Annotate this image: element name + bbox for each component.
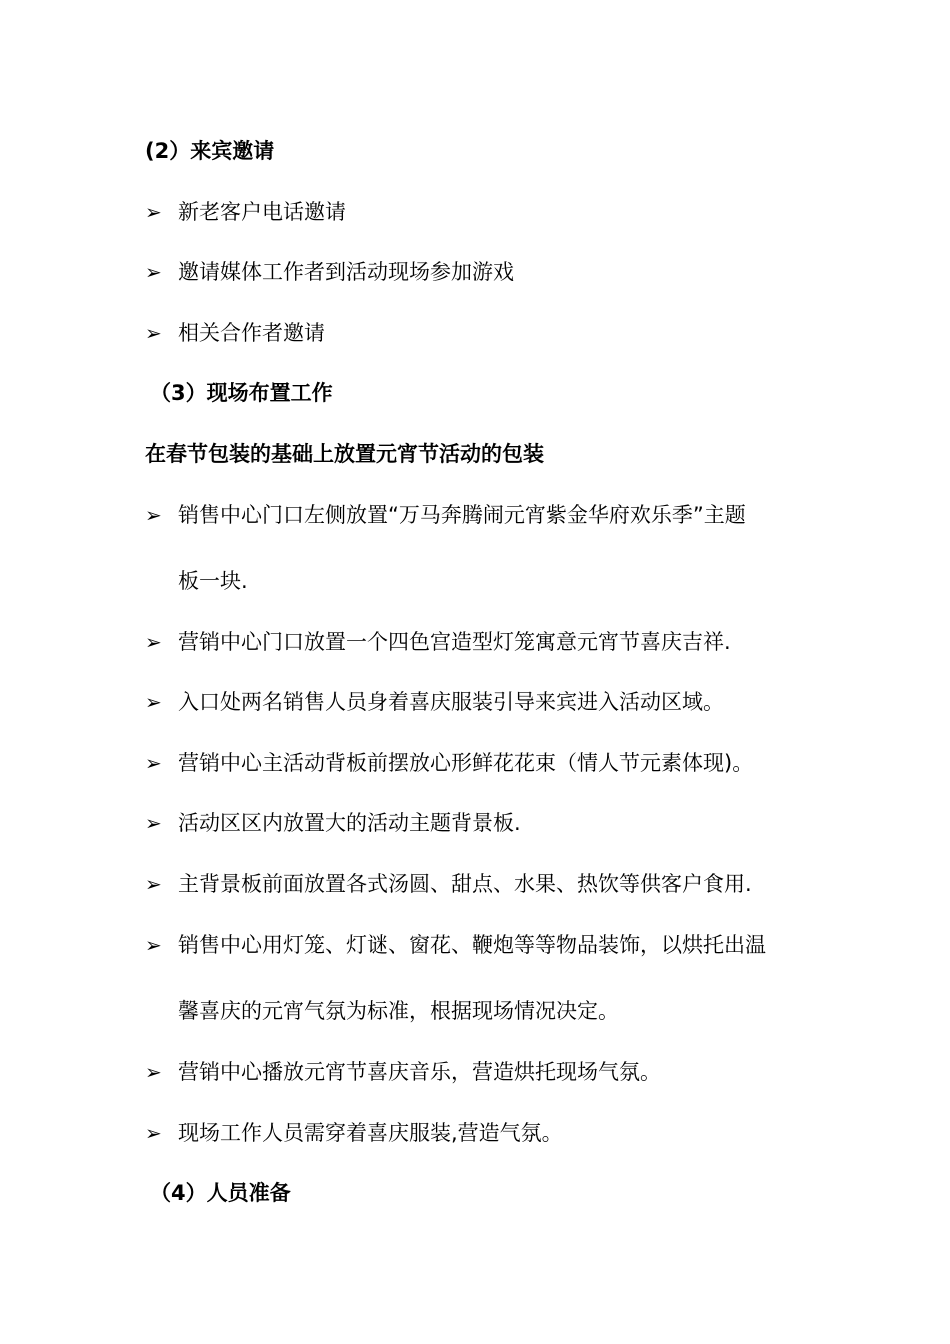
bullet-arrow-icon: ➢ — [145, 630, 162, 654]
list-item-text: 销售中心用灯笼、灯谜、窗花、鞭炮等等物品装饰，以烘托出温 — [178, 933, 766, 957]
bullet-arrow-icon: ➢ — [145, 933, 162, 957]
section-heading-site-setup: （3）现场布置工作 — [150, 381, 333, 405]
list-item-text: 活动区区内放置大的活动主题背景板. — [178, 811, 521, 835]
list-item-text: 现场工作人员需穿着喜庆服装,营造气氛。 — [178, 1121, 563, 1145]
bullet-arrow-icon: ➢ — [145, 872, 162, 896]
list-item-text: 主背景板前面放置各式汤圆、甜点、水果、热饮等供客户食用. — [178, 872, 752, 896]
list-item-text: 营销中心播放元宵节喜庆音乐，营造烘托现场气氛。 — [178, 1060, 661, 1084]
list-item-text: 入口处两名销售人员身着喜庆服装引导来宾进入活动区域。 — [178, 690, 724, 714]
bullet-arrow-icon: ➢ — [145, 1121, 162, 1145]
list-item-text: 营销中心主活动背板前摆放心形鲜花花束（情人节元素体现)。 — [178, 751, 754, 775]
list-item-text-continued: 板一块. — [178, 569, 248, 593]
list-item-text: 营销中心门口放置一个四色宫造型灯笼寓意元宵节喜庆吉祥. — [178, 630, 731, 654]
section-heading-guest-invite: (2）来宾邀请 — [145, 139, 275, 163]
list-item-text: 相关合作者邀请 — [178, 321, 325, 345]
bullet-arrow-icon: ➢ — [145, 751, 162, 775]
list-item-text: 新老客户电话邀请 — [178, 200, 346, 224]
list-item-text: 邀请媒体工作者到活动现场参加游戏 — [178, 260, 514, 284]
bullet-arrow-icon: ➢ — [145, 1060, 162, 1084]
bullet-arrow-icon: ➢ — [145, 260, 162, 284]
section-heading-staff-prep: （4）人员准备 — [150, 1181, 291, 1205]
bullet-arrow-icon: ➢ — [145, 321, 162, 345]
bullet-arrow-icon: ➢ — [145, 811, 162, 835]
bullet-arrow-icon: ➢ — [145, 200, 162, 224]
list-item-text: 销售中心门口左侧放置“万马奔腾闹元宵紫金华府欢乐季”主题 — [178, 503, 746, 527]
bullet-arrow-icon: ➢ — [145, 503, 162, 527]
bullet-arrow-icon: ➢ — [145, 690, 162, 714]
list-item-text-continued: 馨喜庆的元宵气氛为标准，根据现场情况决定。 — [178, 999, 619, 1023]
section-subheading: 在春节包装的基础上放置元宵节活动的包装 — [145, 442, 544, 466]
